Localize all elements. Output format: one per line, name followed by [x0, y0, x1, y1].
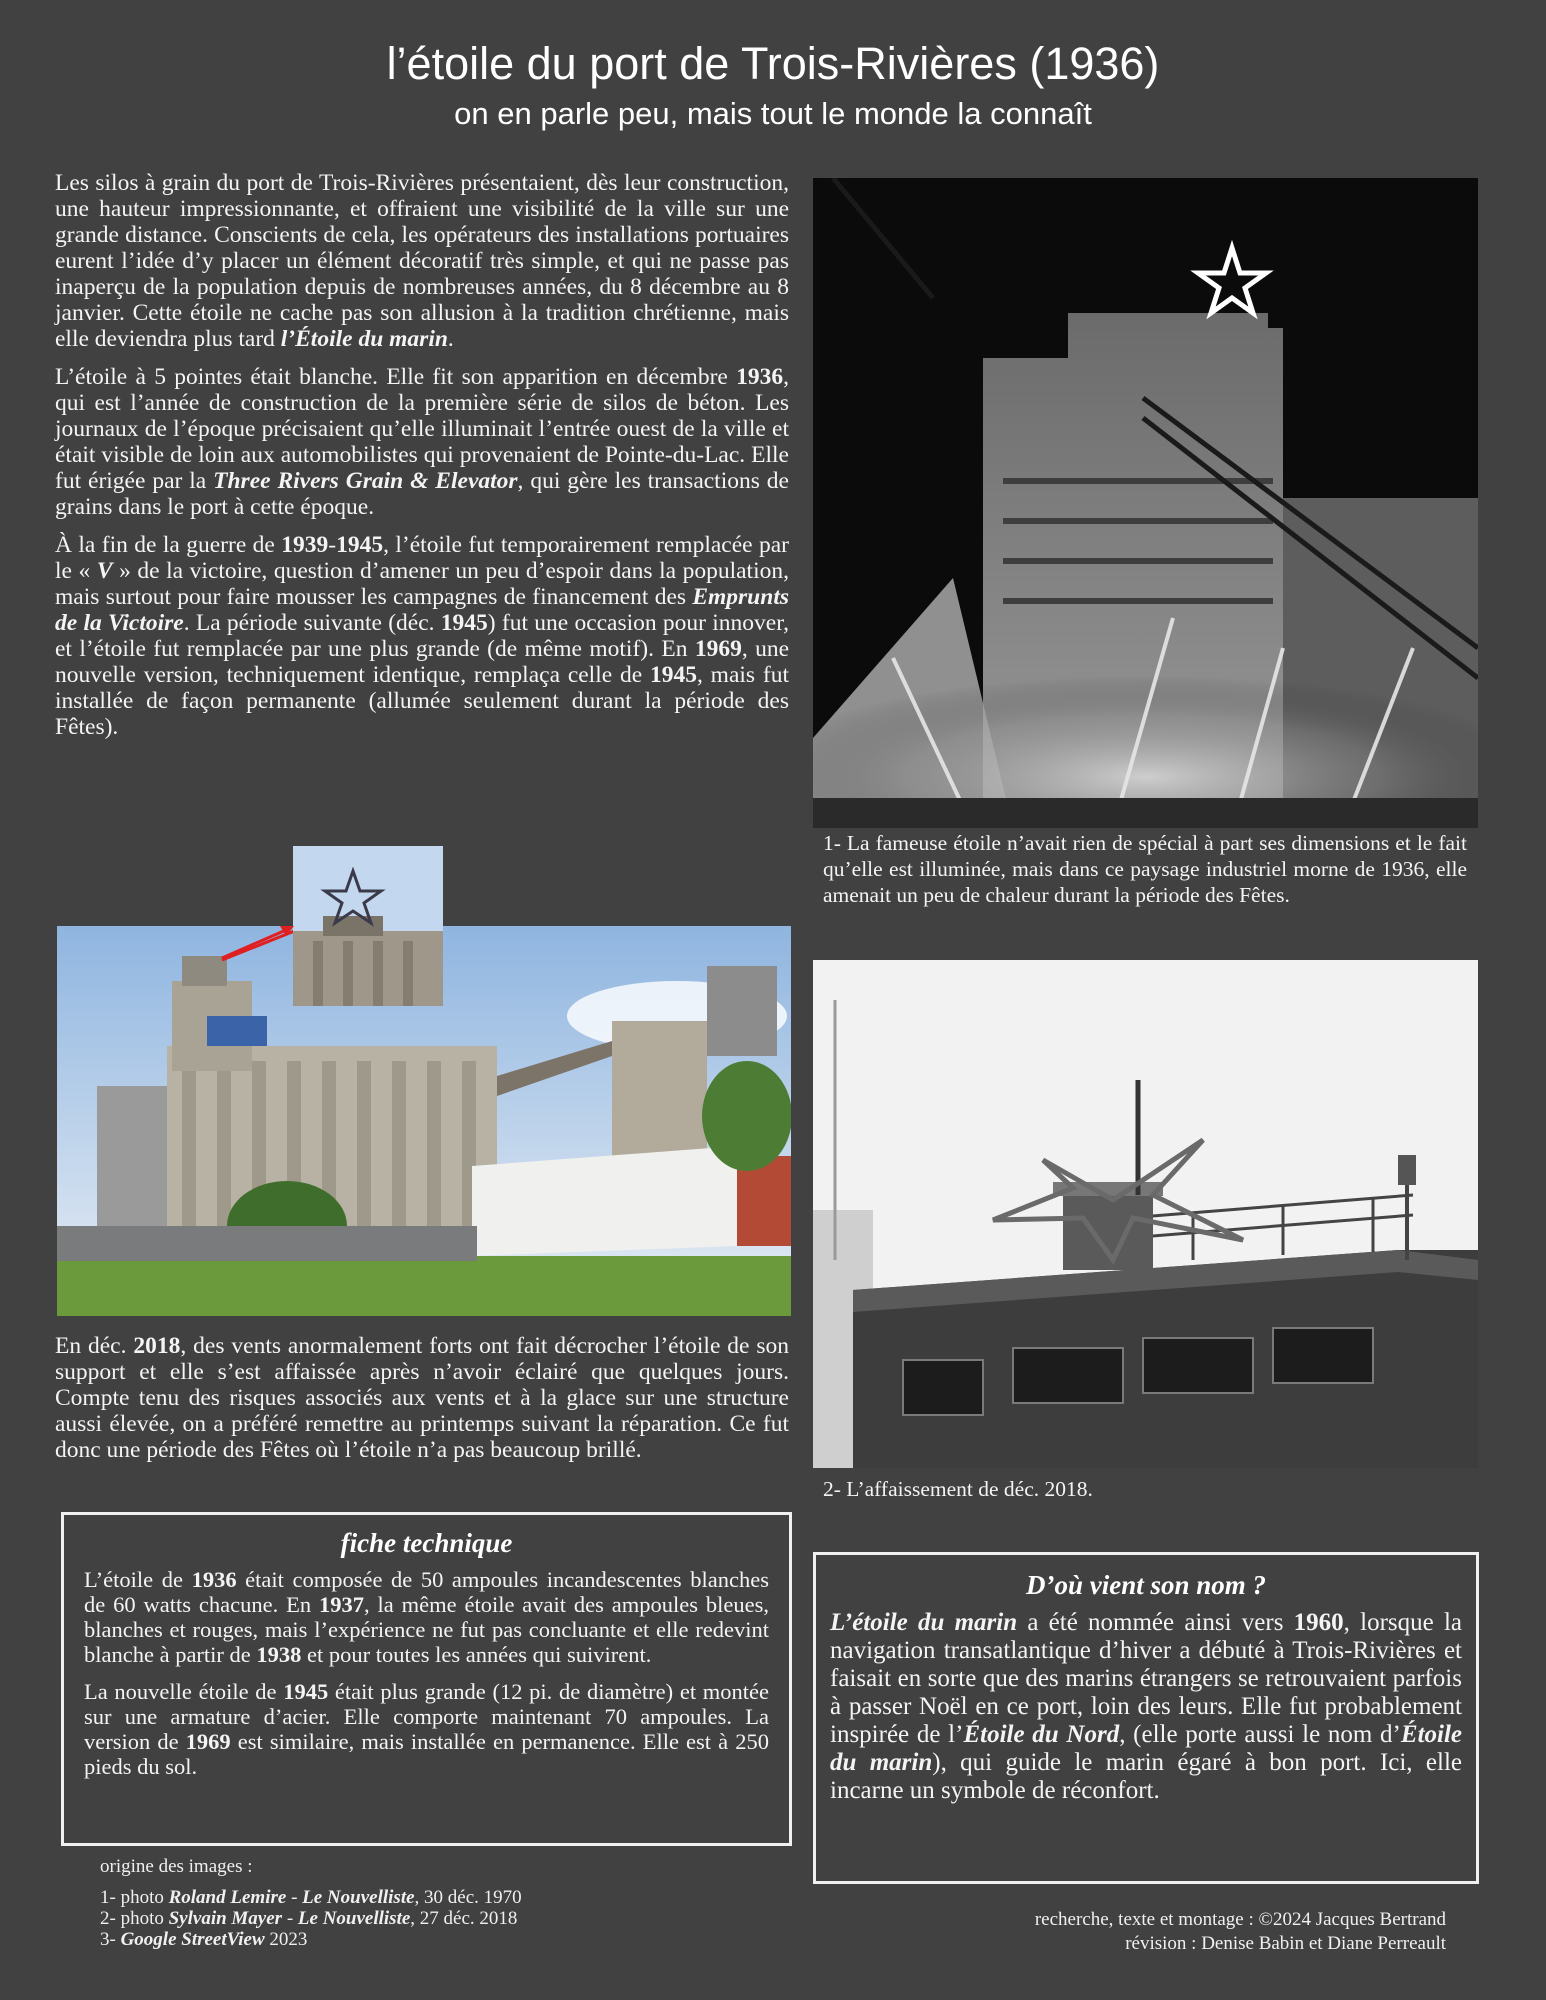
credit-line-3: 3- Google StreetView 2023 — [100, 1929, 308, 1950]
collapse-paragraph: En déc. 2018, des vents anormalement forts ont fait décrocher l’étoile de son support et elle s’est affaissée après n’avoir éclairé que quelques jours. Compte tenu des risques associés aux vents et à la glace sur une structure aussi élevée, on a préféré remettre au printemps suivant la réparation. Ce fut donc une période des Fêtes où l’étoile n’a pas beaucoup brillé. — [55, 1333, 790, 1463]
credit-line-2: 2- photo Sylvain Mayer - Le Nouvelliste, 27 déc. 2018 — [100, 1908, 518, 1929]
author-signature — [860, 1908, 1446, 1956]
intro-paragraph-3: À la fin de la guerre de 1939-1945, l’étoile fut temporairement remplacée par le « V » de la victoire, question d’amener un peu d’espoir dans la population, mais surtout pour faire mousser les campagnes de financement des Emprunts de la Victoire. La période suivante (déc. 1945) fut une occasion pour innover, et l’étoile fut remplacée par une plus grande (de même motif). En 1969, une nouvelle version, techniquement identique, remplaça celle de 1945, mais fut installée de façon permanente (allumée seulement durant la période des Fêtes). — [55, 532, 790, 740]
name-origin-title: D’où vient son nom ? — [1025, 1570, 1267, 1600]
red-arrow-icon — [220, 920, 300, 960]
page-subtitle: on en parle peu, mais tout le monde la connaît — [454, 96, 1092, 131]
photo-1936-illustration — [813, 178, 1478, 828]
signature-line-2: révision : Denise Babin et Diane Perreault — [1125, 1933, 1446, 1954]
image-credits — [100, 1856, 700, 1950]
technical-sheet-text — [84, 1567, 769, 1779]
name-origin-paragraph: L’étoile du marin a été nommée ainsi vers 1960, lorsque la navigation transatlantique d’hiver a débuté à Trois-Rivières et faisait en sorte que des marins étrangers se retrouvaient parfois à passer Noël en ce port, loin des leurs. Elle fut probablement inspirée de l’Étoile du Nord, (elle porte aussi le nom d’Étoile du marin), qui guide le marin égaré à bon port. Ici, elle incarne un symbole de réconfort. — [830, 1609, 1462, 1804]
technical-sheet-title: fiche technique — [340, 1528, 513, 1558]
photo-1-caption: 1- La fameuse étoile n’avait rien de spécial à part ses dimensions et le fait qu’elle est illuminée, mais dans ce paysage industriel morne de 1936, elle amenait un peu de chaleur durant la période des Fêtes. — [823, 831, 1467, 907]
collapse-text — [55, 1333, 789, 1475]
photo-2018-collapse — [813, 960, 1478, 1468]
photo-star-inset — [293, 846, 443, 1006]
photo-2018-illustration — [813, 960, 1478, 1468]
credit-line-1: 1- photo Roland Lemire - Le Nouvelliste, 30 déc. 1970 — [100, 1887, 522, 1908]
technical-paragraph-2: La nouvelle étoile de 1945 était plus grande (12 pi. de diamètre) et montée sur une armature d’acier. Elle comporte maintenant 70 ampoules. La version de 1969 est similaire, mais installée en permanence. Elle est à 250 pieds du sol. — [84, 1679, 770, 1779]
intro-paragraph-2: L’étoile à 5 pointes était blanche. Elle fit son apparition en décembre 1936, qui est l’année de construction de la première série de silos de béton. Les journaux de l’époque précisaient qu’elle illuminait l’entrée ouest de la ville et était visible de loin aux automobilistes qui provenaient de Pointe-du-Lac. Elle fut érigée par la Three Rivers Grain & Elevator, qui gère les transactions de grains dans le port à cette époque. — [55, 364, 789, 520]
intro-text — [55, 170, 789, 752]
signature-line-1: recherche, texte et montage : ©2024 Jacques Bertrand — [1034, 1909, 1446, 1930]
page-title: l’étoile du port de Trois-Rivières (1936) — [386, 38, 1160, 89]
credits-heading: origine des images : — [100, 1856, 253, 1877]
photo-1936-night — [813, 178, 1478, 828]
name-origin-text — [830, 1609, 1462, 1805]
technical-sheet-box — [61, 1512, 792, 1846]
star-inset-illustration — [293, 846, 443, 1006]
intro-paragraph-1: Les silos à grain du port de Trois-Rivières présentaient, dès leur construction, une hauteur impressionnante, et offraient une visibilité de la ville sur une grande distance. Conscients de cela, les opérateurs des installations portuaires eurent l’idée d’y placer un élément décoratif très simple, et qui ne passe pas inaperçu de la population depuis de nombreuses années, du 8 décembre au 8 janvier. Cette étoile ne cache pas son allusion à la tradition chrétienne, mais elle deviendra plus tard l’Étoile du marin. — [55, 170, 789, 352]
technical-paragraph-1: L’étoile de 1936 était composée de 50 ampoules incandescentes blanches de 60 watts chacune. En 1937, la même étoile avait des ampoules bleues, blanches et rouges, mais l’expérience ne fut pas concluante et elle redevint blanche à partir de 1938 et pour toutes les années qui suivirent. — [84, 1567, 770, 1667]
photo-2-caption: 2- L’affaissement de déc. 2018. — [823, 1477, 1093, 1501]
name-origin-box — [813, 1552, 1479, 1884]
